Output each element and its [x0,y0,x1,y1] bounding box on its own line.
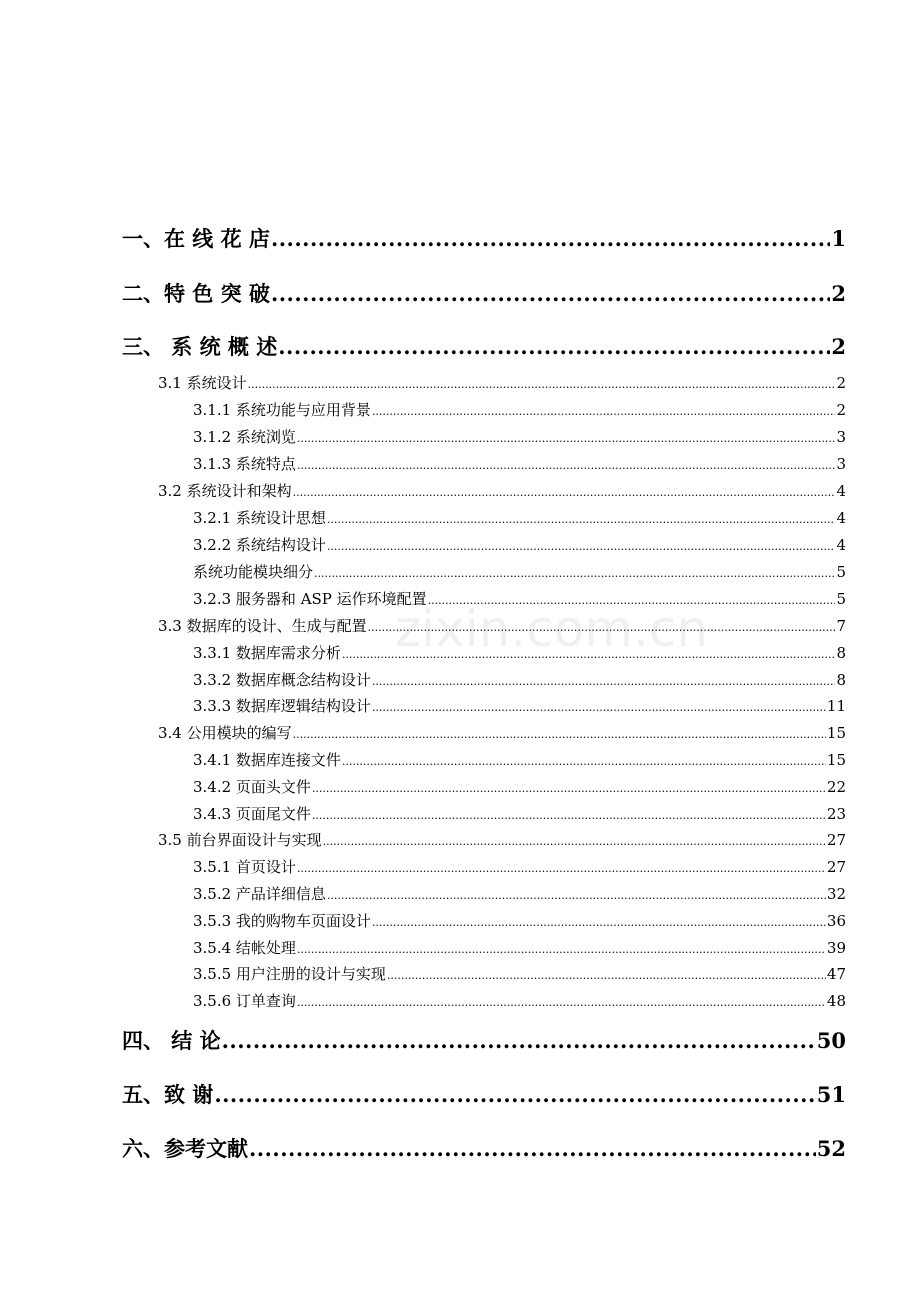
toc-entry-title: 三、 系 统 概 述 [122,334,278,359]
toc-entry-title: 3.5.2 产品详细信息 [193,885,326,903]
toc-entry-title: 二、特 色 突 破 [122,281,270,306]
toc-page-number: 2 [831,334,846,359]
toc-leader-dots [372,701,826,714]
toc-leader-dots [278,334,830,359]
toc-page-number: 4 [836,536,846,554]
toc-entry-title: 一、在 线 花 店 [122,226,270,251]
toc-entry-1[interactable] [122,223,846,257]
toc-entry-title: 3.3.3 数据库逻辑结构设计 [193,697,371,715]
toc-leader-dots [222,1028,816,1053]
toc-entry-title: 3.5.6 订单查询 [193,992,296,1010]
toc-leader-dots [271,281,830,306]
toc-leader-dots [372,675,836,688]
toc-page-number: 3 [836,455,846,473]
toc-page-number: 51 [816,1082,846,1107]
toc-page-number: 27 [826,831,846,849]
toc-entry-3-1-2[interactable] [193,426,846,450]
toc-page-number: 4 [836,482,846,500]
toc-entry-3-3-1[interactable] [193,642,846,666]
toc-page-number: 50 [816,1028,846,1053]
toc-page-number: 7 [836,617,846,635]
toc-leader-dots [297,862,826,875]
toc-leader-dots [293,486,836,499]
toc-entry-title: 3.1.3 系统特点 [193,455,296,473]
toc-page-number: 2 [836,374,846,392]
toc-entry-3-1[interactable] [158,372,846,396]
toc-entry-title: 3.1 系统设计 [158,374,247,392]
toc-leader-dots [312,782,826,795]
toc-leader-dots [327,889,826,902]
toc-entry-6[interactable] [122,1133,846,1167]
toc-entry-3-1-3[interactable] [193,453,846,477]
toc-entry-title: 3.5.4 结帐处理 [193,939,296,957]
toc-leader-dots [372,405,836,418]
toc-page-number: 15 [826,751,846,769]
toc-entry-title: 3.4.1 数据库连接文件 [193,751,341,769]
watermark-text: zixin.com.cn [395,600,709,658]
toc-leader-dots [327,540,836,553]
toc-entry-3-2[interactable] [158,480,846,504]
toc-leader-dots [312,809,826,822]
toc-page-number: 8 [836,644,846,662]
toc-leader-dots [214,1082,815,1107]
toc-entry-title: 3.2.3 服务器和 ASP 运作环境配置 [193,590,427,608]
toc-entry-3-4[interactable] [158,722,846,746]
toc-page-number: 48 [826,992,846,1010]
toc-leader-dots [249,1136,816,1161]
toc-page-number: 39 [826,939,846,957]
toc-leader-dots [293,728,826,741]
toc-leader-dots [428,594,836,607]
toc-entry-title: 3.2.1 系统设计思想 [193,509,326,527]
toc-entry-4[interactable] [122,1025,846,1059]
toc-leader-dots [368,621,836,634]
toc-leader-dots [342,755,826,768]
toc-page-number: 32 [826,885,846,903]
toc-leader-dots [387,969,826,982]
toc-page-number: 5 [836,590,846,608]
toc-leader-dots [342,648,836,661]
toc-entry-3-5[interactable] [158,829,846,853]
toc-page-number: 2 [831,281,846,306]
toc-page-number: 4 [836,509,846,527]
toc-page-number: 36 [826,912,846,930]
toc-entry-title: 3.3 数据库的设计、生成与配置 [158,617,367,635]
toc-entry-3-5-6[interactable] [193,990,846,1014]
toc-entry-title: 3.5.5 用户注册的设计与实现 [193,965,386,983]
toc-entry-title: 四、 结 论 [122,1028,221,1053]
toc-leader-dots [297,943,826,956]
toc-entry-3-5-2[interactable] [193,883,846,907]
toc-entry-title: 3.1.2 系统浏览 [193,428,296,446]
toc-entry-3-5-1[interactable] [193,856,846,880]
toc-entry-module-breakdown[interactable] [193,561,846,585]
toc-leader-dots [271,226,830,251]
toc-page-number: 47 [826,965,846,983]
toc-leader-dots [372,916,826,929]
toc-page-number: 5 [836,563,846,581]
toc-entry-title: 3.1.1 系统功能与应用背景 [193,401,371,419]
toc-entry-3-5-5[interactable] [193,963,846,987]
toc-entry-3-2-2[interactable] [193,534,846,558]
toc-entry-title: 3.4.2 页面头文件 [193,778,311,796]
toc-page-number: 11 [826,697,846,715]
toc-entry-3-4-2[interactable] [193,776,846,800]
toc-entry-title: 系统功能模块细分 [193,563,314,581]
toc-page-number: 27 [826,858,846,876]
toc-entry-3-5-4[interactable] [193,937,846,961]
toc-entry-3-2-1[interactable] [193,507,846,531]
toc-entry-3-1-1[interactable] [193,399,846,423]
toc-entry-title: 3.2 系统设计和架构 [158,482,292,500]
toc-entry-5[interactable] [122,1079,846,1113]
toc-entry-3-5-3[interactable] [193,910,846,934]
toc-entry-2[interactable] [122,278,846,312]
toc-entry-3-4-1[interactable] [193,749,846,773]
toc-entry-title: 五、致 谢 [122,1082,214,1107]
toc-leader-dots [297,996,826,1009]
toc-page-number: 8 [836,671,846,689]
toc-entry-3-2-3[interactable] [193,588,846,612]
toc-page-number: 22 [826,778,846,796]
toc-page-number: 15 [826,724,846,742]
toc-entry-title: 3.5 前台界面设计与实现 [158,831,322,849]
toc-leader-dots [323,835,826,848]
toc-entry-3-4-3[interactable] [193,803,846,827]
toc-entry-3-3[interactable] [158,615,846,639]
toc-leader-dots [314,567,835,580]
toc-entry-title: 3.4.3 页面尾文件 [193,805,311,823]
toc-entry-title: 3.3.2 数据库概念结构设计 [193,671,371,689]
toc-entry-3-3-3[interactable] [193,695,846,719]
toc-page-number: 1 [831,226,846,251]
toc-leader-dots [248,378,836,391]
toc-entry-title: 3.4 公用模块的编写 [158,724,292,742]
toc-page-number: 52 [816,1136,846,1161]
toc-page-number: 23 [826,805,846,823]
toc-entry-title: 3.5.3 我的购物车页面设计 [193,912,371,930]
toc-entry-3-3-2[interactable] [193,669,846,693]
toc-entry-title: 六、参考文献 [122,1136,248,1161]
toc-leader-dots [327,513,836,526]
toc-entry-title: 3.5.1 首页设计 [193,858,296,876]
toc-entry-title: 3.3.1 数据库需求分析 [193,644,341,662]
toc-entry-title: 3.2.2 系统结构设计 [193,536,326,554]
toc-leader-dots [297,459,836,472]
toc-page-number: 3 [836,428,846,446]
toc-leader-dots [297,432,836,445]
toc-entry-3[interactable] [122,331,846,365]
toc-page-number: 2 [836,401,846,419]
